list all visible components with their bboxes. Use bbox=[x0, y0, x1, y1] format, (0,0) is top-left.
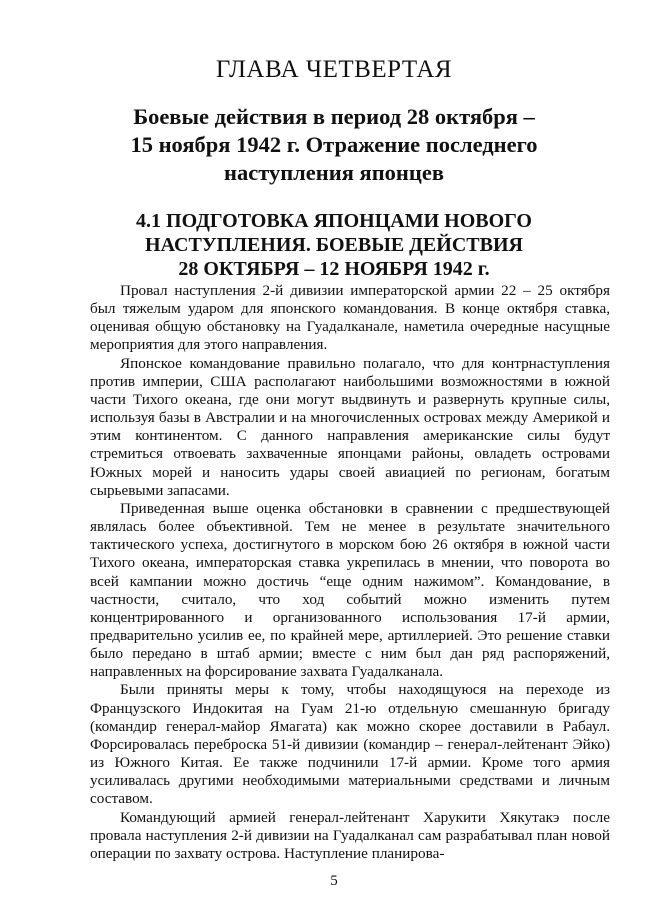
page-number: 5 bbox=[330, 873, 338, 889]
chapter-subtitle-line: Боевые действия в период 28 октября – bbox=[133, 104, 535, 129]
body-text bbox=[90, 282, 610, 863]
paragraph: Японское командование правильно полагало, что для контрнаступления против империи, США располагают наибольшими возможностями в южной части Тихого океана, где они могут выдвинуть и развернуть крупные силы, используя базы в Австралии и на многочисленных островах между Америкой и этим континентом. С данного направления американские силы будут стремиться отвоевать захваченные японцами районы, овладеть островами Южных морей и наносить удары своей авиацией по регионам, богатым сырьевыми запасами. bbox=[90, 354, 610, 499]
paragraph: Были приняты меры к тому, чтобы находящуюся на переходе из Французского Индокитая на Гуам 21-ю отдельную смешанную бригаду (командир генерал-майор Ямагата) как можно скорее доставили в Рабаул. Форсировалась переброска 51-й дивизии (командир – генерал-лейтенант Эйко) из Южного Китая. Ее также подчинили 17-й армии. Кроме того армия усиливалась другими необходимыми материальными средствами и личным составом. bbox=[90, 681, 610, 808]
chapter-subtitle-line: 15 ноября 1942 г. Отражение последнего bbox=[130, 132, 538, 157]
chapter-subtitle bbox=[60, 103, 608, 187]
section-heading-line: НАСТУПЛЕНИЯ. БОЕВЫЕ ДЕЙСТВИЯ bbox=[145, 234, 523, 256]
paragraph: Провал наступления 2-й дивизии императорской армии 22 – 25 октября был тяжелым ударом для японского командования. В конце октября ставка, оценивая общую обстановку на Гуадалканале, наметила очередные насущные мероприятия для этого направления. bbox=[90, 282, 610, 354]
chapter-title: ГЛАВА ЧЕТВЕРТАЯ bbox=[215, 56, 453, 83]
section-heading-line: 28 ОКТЯБРЯ – 12 НОЯБРЯ 1942 г. bbox=[178, 258, 490, 280]
paragraph: Приведенная выше оценка обстановки в сравнении с предшествующей являлась более объективной. Тем не менее в результате значительного тактического успеха, достигнутого в морском бою 26 октября в южной части Тихого океана, императорская ставка укрепилась в мнении, что поворота во всей кампании можно достичь “еще одним нажимом”. Командование, в частности, считало, что ход событий можно изменить путем концентрированного и организованного использования 17-й армии, предварительно усилив ее, по крайней мере, артиллерией. Это решение ставки было передано в штаб армии; вместе с ним был дан ряд распоряжений, направленных на форсирование захвата Гуадалканала. bbox=[90, 499, 610, 681]
paragraph: Командующий армией генерал-лейтенант Харукити Хякутакэ после провала наступления 2-й дивизии на Гуадалканал сам разрабатывал план новой операции по захвату острова. Наступление планирова- bbox=[90, 808, 610, 862]
section-heading bbox=[60, 209, 608, 281]
section-heading-line: 4.1 ПОДГОТОВКА ЯПОНЦАМИ НОВОГО bbox=[136, 210, 532, 232]
chapter-subtitle-line: наступления японцев bbox=[224, 160, 444, 185]
